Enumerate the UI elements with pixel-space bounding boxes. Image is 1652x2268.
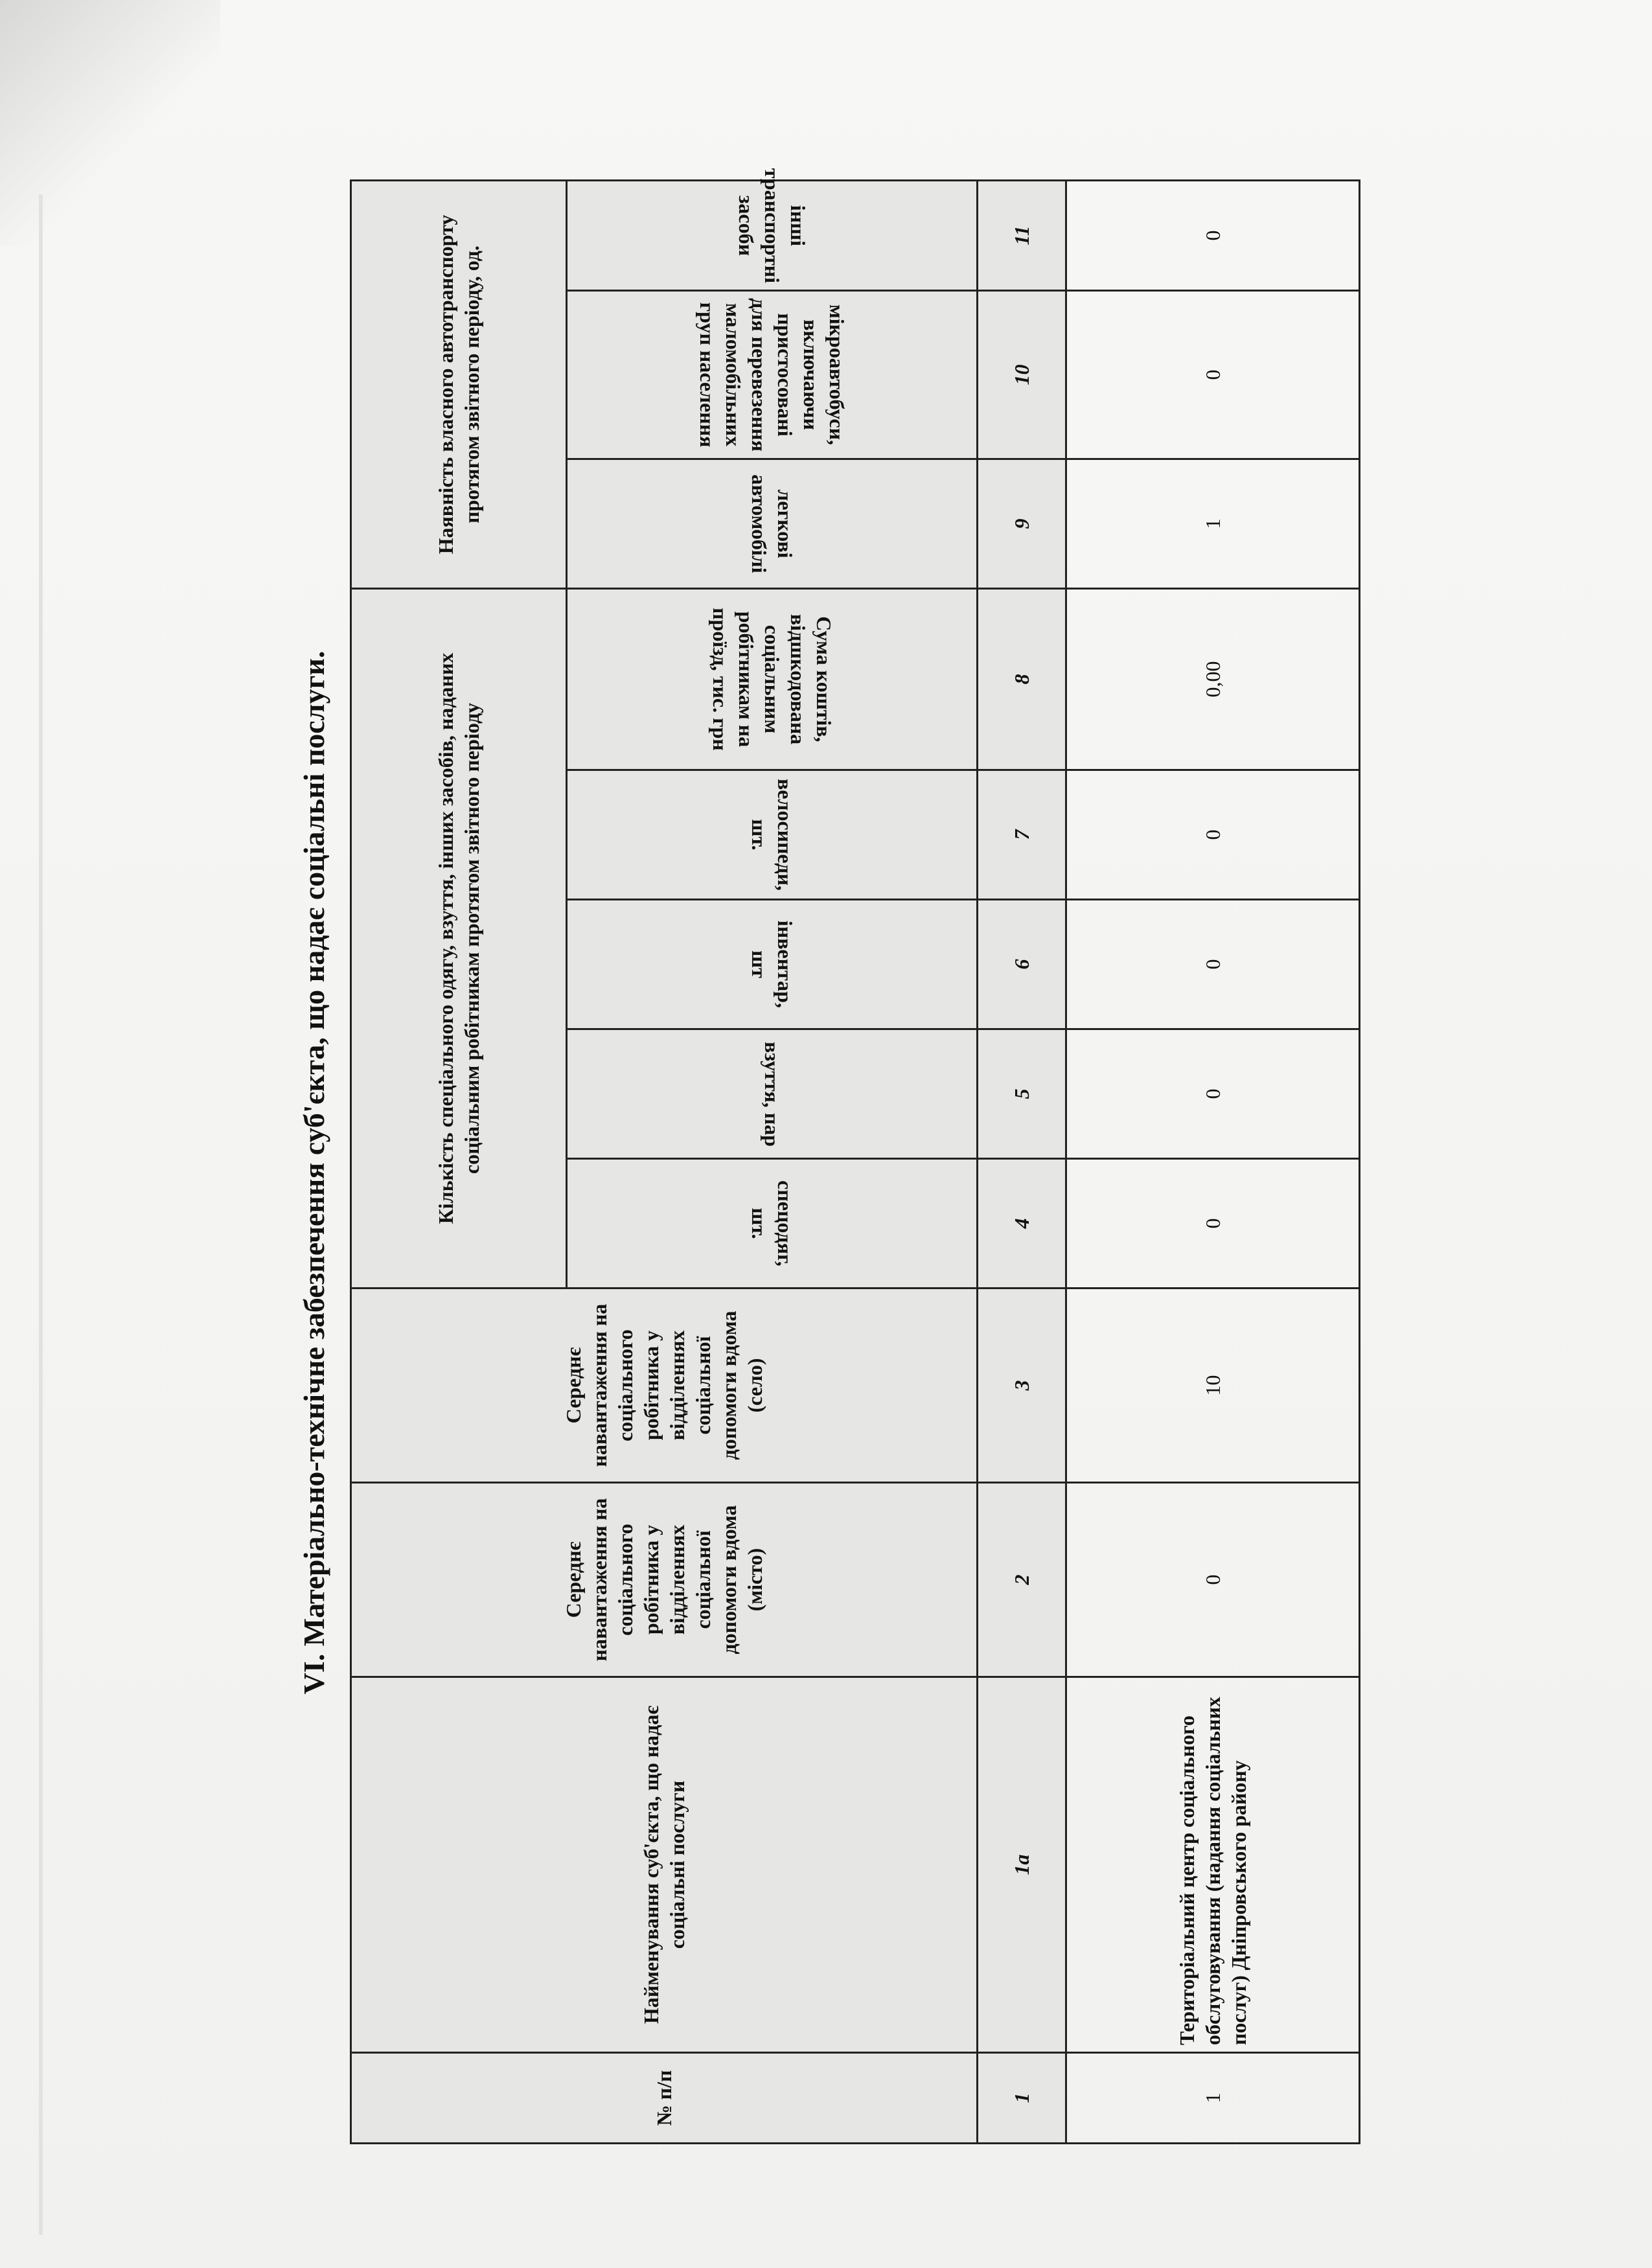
index-cell: 1 <box>978 2053 1066 2144</box>
row-travel-sum: 0,00 <box>1066 588 1360 770</box>
row-minibuses: 0 <box>1066 290 1360 459</box>
index-cell: 2 <box>978 1483 1066 1677</box>
header-minibuses-text: мікроавтобуси, включаючи пристосовані для перевезення маломобільних груп населення <box>695 298 849 452</box>
index-cell: 8 <box>978 588 1066 770</box>
row-inventory: 0 <box>1066 900 1360 1029</box>
header-other-transport-text: інші транспортні засоби <box>734 168 810 283</box>
header-cars-text: легкові автомобілі <box>747 474 797 573</box>
row-overalls: 0 <box>1066 1159 1360 1289</box>
header-travel-sum-text: Сума коштів, відшкодована соціальним робітникам на проїзд, тис. грн <box>708 608 836 751</box>
header-num: № п/п <box>351 2053 978 2144</box>
header-bicycles <box>566 770 978 900</box>
header-other-transport <box>566 168 978 290</box>
row-footwear: 0 <box>1066 1029 1360 1159</box>
header-load-village: Середнє навантаження на соціального робітника у відділеннях соціальної допомоги вдома (село) <box>351 1289 978 1483</box>
index-cell: 7 <box>978 770 1066 900</box>
index-cell: 1а <box>978 1677 1066 2053</box>
header-footwear <box>566 1029 978 1159</box>
row-num: 1 <box>1066 2053 1360 2144</box>
header-overalls-text: спецодяг, шт. <box>747 1180 797 1266</box>
row-load-village: 10 <box>1066 1289 1360 1483</box>
header-minibuses <box>566 290 978 459</box>
index-cell: 4 <box>978 1159 1066 1289</box>
header-cars <box>566 459 978 588</box>
header-inventory <box>566 900 978 1029</box>
row-load-city: 0 <box>1066 1483 1360 1677</box>
index-cell: 10 <box>978 290 1066 459</box>
document-title: VI. Матеріально-технічне забезпечення суб'єкта, що надає соціальні послуги. <box>297 650 330 1695</box>
header-inventory-text: інвентар, шт <box>747 920 797 1009</box>
row-other-transport: 0 <box>1066 180 1360 290</box>
column-index-row <box>978 180 1066 2143</box>
row-bicycles: 0 <box>1066 770 1360 900</box>
header-footwear-text: взуття, пар <box>760 1041 784 1147</box>
header-name: Найменування суб'єкта, що надає соціальні послуги <box>351 1677 978 2053</box>
landscape-content <box>285 168 1367 2164</box>
row-cars: 1 <box>1066 459 1360 588</box>
header-clothing-group: Кількість спеціального одягу, взуття, інших засобів, наданих соціальним робітникам протягом звітного періоду <box>351 588 567 1288</box>
header-load-city: Середнє навантаження на соціального робітника у відділеннях соціальної допомоги вдома (місто) <box>351 1483 978 1677</box>
index-cell: 9 <box>978 459 1066 588</box>
index-cell: 3 <box>978 1289 1066 1483</box>
header-overalls <box>566 1159 978 1289</box>
header-transport-group: Наявність власного автотранспорту протягом звітного періоду, од. <box>351 180 567 588</box>
index-cell: 5 <box>978 1029 1066 1159</box>
header-travel-sum <box>566 588 978 770</box>
header-bicycles-text: велосипеди, шт. <box>747 779 797 891</box>
index-cell: 11 <box>978 180 1066 290</box>
index-cell: 6 <box>978 900 1066 1029</box>
material-support-table <box>350 168 1360 2144</box>
row-name: Територіальний центр соціального обслуговування (надання соціальних послуг) Дніпровського району <box>1066 1677 1360 2053</box>
table-row <box>1066 180 1360 2143</box>
